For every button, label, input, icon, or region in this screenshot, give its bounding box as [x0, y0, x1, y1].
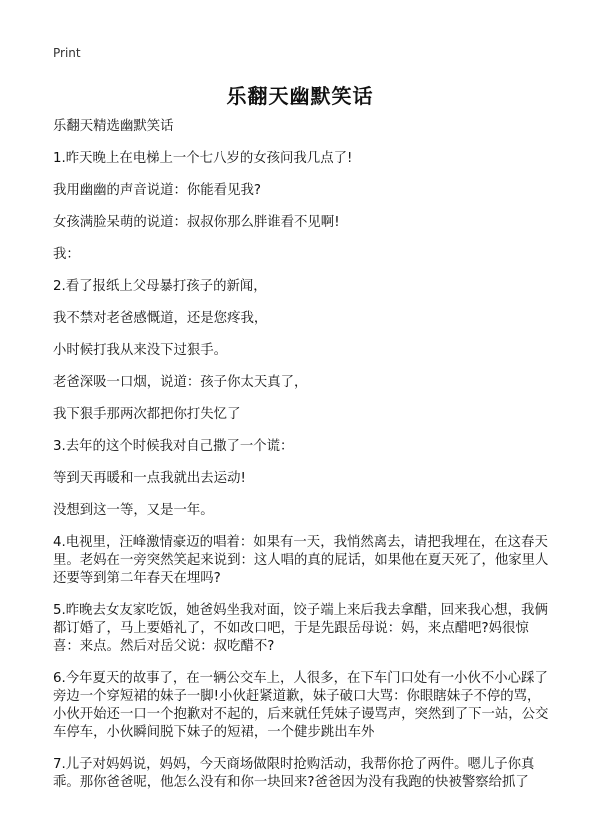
- document-body: [53, 118, 553, 806]
- paragraph: 老爸深吸一口烟，说道：孩子你太天真了，: [53, 375, 308, 390]
- paragraph: 7.儿子对妈妈说，妈妈，今天商场做限时抢购活动，我帮你抢了两件。嗯儿子你真乖。那你爸爸呢，他怎么没有和你一块回来?爸爸因为没有我跑的快被警察给抓了: [53, 757, 535, 790]
- paragraph: 等到天再暖和一点我就出去运动!: [53, 471, 246, 486]
- paragraph: 我：: [53, 247, 80, 262]
- paragraph: 4.电视里，汪峰激情豪迈的唱着：如果有一天，我悄然离去，请把我埋在，在这春天里。老妈在一旁突然笑起来说到：这人唱的真的屁话，如果他在夏天死了，他家里人还要等到第二年春天在埋吗?: [53, 535, 549, 586]
- paragraph: 没想到这一等，又是一年。: [53, 503, 214, 518]
- paragraph: 我下狠手那两次都把你打失忆了: [53, 407, 241, 422]
- paragraph: 我不禁对老爸感慨道，还是您疼我，: [53, 311, 268, 326]
- paragraph: 6.今年夏天的故事了，在一辆公交车上，人很多，在下车门口处有一小伙不小心踩了旁边一个穿短裙的妹子一脚!小伙赶紧道歉，妹子破口大骂：你眼瞎妹子不停的骂，小伙开始还一口一个抱歉对不起的，后来就任凭妹子谩骂声，突然到了下一站，公交车停车，小伙瞬间脱下妹子的短裙，一个健步跳出车外: [53, 671, 549, 740]
- paragraph: 5.昨晚去女友家吃饭，她爸妈坐我对面，饺子端上来后我去拿醋，回来我心想，我俩都订婚了，马上要婚礼了，不如改口吧，于是先跟岳母说：妈，来点醋吧?妈很惊喜：来点。然后对岳父说：叔吃醋不?: [53, 603, 548, 654]
- paragraph: 小时候打我从来没下过狠手。: [53, 343, 228, 358]
- document-title: 乐翻天幽默笑话: [226, 84, 374, 108]
- paragraph: 女孩满脸呆萌的说道：叔叔你那么胖谁看不见啊!: [53, 215, 340, 230]
- paragraph-subtitle: 乐翻天精选幽默笑话: [53, 119, 174, 134]
- paragraph: 我用幽幽的声音说道：你能看见我?: [53, 183, 261, 198]
- paragraph: 3.去年的这个时候我对自己撒了一个谎：: [53, 439, 294, 454]
- paragraph: 2.看了报纸上父母暴打孩子的新闻，: [53, 279, 267, 294]
- print-label: Print: [53, 46, 81, 60]
- paragraph: 1.昨天晚上在电梯上一个七八岁的女孩问我几点了!: [53, 151, 353, 166]
